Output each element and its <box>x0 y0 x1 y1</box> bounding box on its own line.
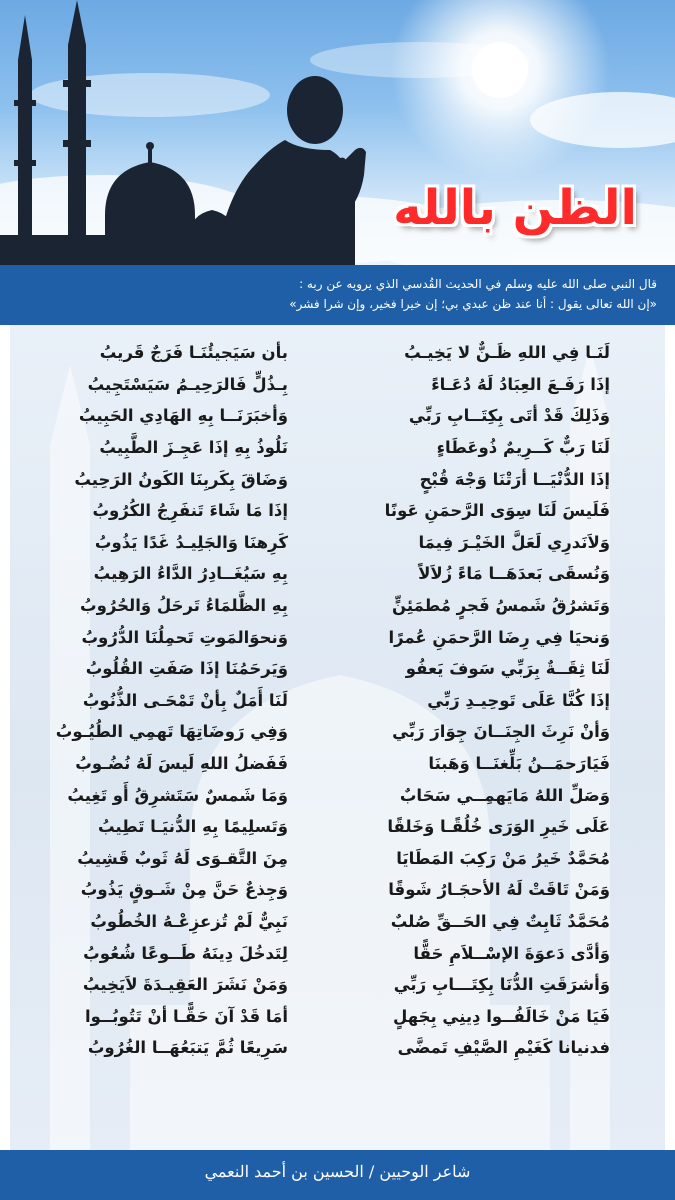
verse-first-hemistich: وَمَنْ تَاقَتْ لَهُ الأحجَـارُ شَوقًا <box>388 880 610 900</box>
verse-second-hemistich: إذَا مَا شَاءَ تَنفَرِجُ الكُرُوبُ <box>92 501 288 521</box>
verse-first-hemistich: وَصَلِّ اللهُ مَايَهمِــي سَحَابٌ <box>399 785 610 805</box>
verse-second-hemistich: وَجِذعٌ حَنَّ مِنْ شَـوقٍ يَذُوبُ <box>80 880 288 900</box>
verse-row <box>10 369 665 401</box>
verse-row <box>10 748 665 780</box>
verse-row <box>10 969 665 1001</box>
verse-first-hemistich: لَنَا ثِقَــةٌ بِرَبِّي سَوفَ يَعفُو <box>405 659 610 679</box>
verse-first-hemistich: فَيَارَحمَــنُ بَلِّغنَــا وَهَبنَا <box>428 754 610 774</box>
verse-second-hemistich: لِتَدخُلَ دِينَهُ طَــوعًا شُعُوبُ <box>83 943 288 963</box>
verse-first-hemistich: لَنَـا فِي اللهِ ظَـنٌّ لا يَخِيـبُ <box>404 343 610 363</box>
verse-row <box>10 937 665 969</box>
poem-panel <box>10 325 665 1150</box>
verse-second-hemistich: سَرِيعًا ثُمَّ يَتبَعُهَــا الغُرُوبُ <box>87 1038 288 1058</box>
verse-first-hemistich: وَأدَّى دَعوَةَ الإسْــلاَمِ حَقًّا <box>413 943 610 963</box>
verse-row <box>10 590 665 622</box>
verse-second-hemistich: وَتَسلِيمًا بِهِ الدُّنيَـا تَطِيبُ <box>97 817 288 837</box>
verse-first-hemistich: وَتَشرُقُ شَمسُ فَجرٍ مُطمَئِنٍّ <box>392 596 610 616</box>
verse-second-hemistich: بأن سَيَجيئُنَـا فَرَجٌ قَريبُ <box>99 343 288 363</box>
verse-first-hemistich: وَلاَنَدرِي لَعَلَّ الخَيْـرَ فِيمَا <box>418 532 610 552</box>
verse-row <box>10 621 665 653</box>
verse-second-hemistich: وَمَا شَمسٌ سَتَشرِقُ أَو تَغِيبُ <box>67 785 288 805</box>
verse-first-hemistich: مُحَمَّدٌ ثَابِتٌ فِي الحَــقِّ صُلبٌ <box>390 911 610 931</box>
verse-row <box>10 1000 665 1032</box>
frame-left <box>0 325 10 1150</box>
verse-first-hemistich: وَذَلِكَ قَدْ أتَى بِكِتَــابِ رَبِّي <box>408 406 610 426</box>
verse-first-hemistich: إذَا رَفَـعَ العِبَادُ لَهُ دُعَـاءً <box>431 374 610 394</box>
poem <box>10 337 665 1064</box>
verse-second-hemistich: وَمَنْ نَشَرَ العَقِيـدَةَ لاَيَخِيبُ <box>82 975 288 995</box>
intro-line-2: «إن الله تعالى يقول : أنا عند ظن عبدي بي؛ إن خيرا فخير، وإن شرا فشر» <box>289 297 657 311</box>
intro-band <box>0 265 675 325</box>
verse-first-hemistich: فَلَيسَ لَنَا سِوَى الرَّحمَنِ عَونًا <box>384 501 610 521</box>
verse-second-hemistich: وَيَرحَمُنَا إذَا صَفَتِ القُلُوبُ <box>85 659 288 679</box>
verse-first-hemistich: وَنحيَا فِي رِضَا الرَّحمَنِ عُمرًا <box>388 627 610 647</box>
verse-row <box>10 874 665 906</box>
verse-second-hemistich: وَضَاقَ بِكَربِنَا الكَونُ الرَحِيبُ <box>74 469 288 489</box>
page-title: الظن بالله <box>393 180 637 236</box>
footer-band <box>0 1150 675 1200</box>
verse-second-hemistich: مِنَ التَّقـوَى لَهُ ثَوبٌ قَشِيبُ <box>77 848 288 868</box>
verse-row <box>10 716 665 748</box>
verse-second-hemistich: وَنحوَالمَوتِ تَحمِلُنَا الدُّرُوبُ <box>81 627 288 647</box>
verse-first-hemistich: مُحَمَّدٌ خَيرُ مَنْ رَكِبَ المَطَايَا <box>396 848 610 868</box>
verse-row <box>10 527 665 559</box>
verse-row <box>10 906 665 938</box>
verse-first-hemistich: إذَا الدُّنْيَــا أرَتْنَا وَجْهَ قُبْحٍ <box>419 469 610 489</box>
verse-first-hemistich: فَيَا مَنْ خَالَفُــوا دِينِي بِجَهلٍ <box>392 1006 610 1026</box>
verse-row <box>10 558 665 590</box>
verse-first-hemistich: وَأشرَقَتِ الدُّنَا بِكِتَـــابِ رَبِّي <box>393 975 610 995</box>
verse-second-hemistich: فَفَضلُ اللهِ لَيسَ لَهُ نُضُـوبُ <box>75 754 288 774</box>
verse-row <box>10 463 665 495</box>
verse-first-hemistich: وَأنْ نَرِثَ الجِنَــانَ جِوَارَ رَبِّي <box>392 722 610 742</box>
verse-row <box>10 653 665 685</box>
verse-first-hemistich: وَنُسقَى بَعدَهَــا مَاءً زُلاَلاً <box>418 564 610 584</box>
verse-second-hemistich: كَرِهنَا وَالجَلِيـدُ غَدًا يَذُوبُ <box>94 532 288 552</box>
verse-second-hemistich: بِهِ سَيُغَــادِرُ الدَّاءُ الرَهِيبُ <box>93 564 288 584</box>
verse-row <box>10 495 665 527</box>
verse-second-hemistich: نَبِيٌّ لَمْ تُزعزِعْـهُ الخُطُوبُ <box>90 911 288 931</box>
verse-row <box>10 1032 665 1064</box>
verse-second-hemistich: نَلُوذُ بِهِ إذَا عَجِـزَ الطَّبِيبُ <box>99 438 288 458</box>
verse-second-hemistich: لَنَا أَمَلٌ بِأنْ تَمْحَـى الذُّنُوبُ <box>82 690 288 710</box>
verse-row <box>10 432 665 464</box>
verse-second-hemistich: وَفِي رَوضَاتِهَا تَهمِي الطُيُـوبُ <box>55 722 288 742</box>
verse-second-hemistich: وَأخبَرَنَــا بِهِ الهَادِي الحَبِيبُ <box>78 406 288 426</box>
verse-row <box>10 843 665 875</box>
verse-second-hemistich: بِـذُلٍّ فَالرَحِيـمُ سَيَسْتَجِيبُ <box>87 374 288 394</box>
verse-row <box>10 337 665 369</box>
header-banner <box>0 0 675 265</box>
verse-second-hemistich: أمَا قَدْ آنَ حَقًّـا أنْ تَتُوبُــوا <box>85 1006 288 1026</box>
verse-row <box>10 685 665 717</box>
poet-credit: شاعر الوحيين / الحسين بن أحمد النعمي <box>204 1162 471 1181</box>
verse-first-hemistich: إذَا كُنَّا عَلَى تَوحِيـدِ رَبِّي <box>427 690 610 710</box>
verse-first-hemistich: عَلَى خَيرِ الوَرَى خُلُقًـا وَخَلقًا <box>387 817 610 837</box>
verse-second-hemistich: بِهِ الظَّلمَاءُ تَرحَلُ وَالحُرُوبُ <box>80 596 288 616</box>
verse-first-hemistich: فدنيانا كَغَيْمِ الصَّيْفِ تَمضَّى <box>397 1038 610 1058</box>
verse-first-hemistich: لَنَا رَبٌّ كَــرِيمٌ ذُوعَطَاءٍ <box>436 438 610 458</box>
intro-line-1: قال النبي صلى الله عليه وسلم في الحديث القُدسي الذي يرويه عن ربه : <box>299 277 657 291</box>
verse-row <box>10 779 665 811</box>
frame-right <box>665 325 675 1150</box>
verse-row <box>10 811 665 843</box>
verse-row <box>10 400 665 432</box>
